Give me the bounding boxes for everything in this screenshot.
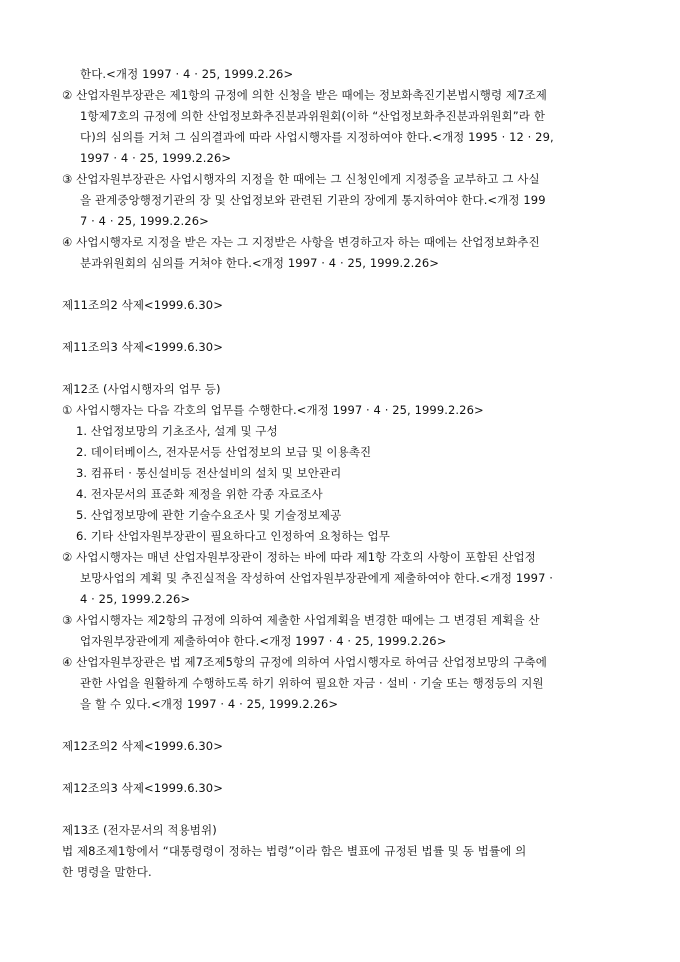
text-line: 제11조의2 삭제<1999.6.30> — [62, 298, 223, 312]
text-line: ③ 산업자원부장관은 사업시행자의 지정을 한 때에는 그 신청인에게 지정증을 교부하고 그 사실 — [62, 172, 540, 186]
text-line: 1. 산업정보망의 기초조사, 설계 및 구성 — [76, 424, 278, 438]
text-line: 6. 기타 산업자원부장관이 필요하다고 인정하여 요청하는 업무 — [76, 529, 390, 543]
text-line: 2. 데이터베이스, 전자문서등 산업정보의 보급 및 이용촉진 — [76, 445, 372, 459]
text-line: 한 명령을 말한다. — [62, 865, 152, 879]
text-line: ② 산업자원부장관은 제1항의 규정에 의한 신청을 받은 때에는 정보화촉진기본법시행령 제7조제 — [62, 88, 547, 102]
text-line: 제12조의3 삭제<1999.6.30> — [62, 781, 223, 795]
text-line: 4. 전자문서의 표준화 제정을 위한 각종 자료조사 — [76, 487, 323, 501]
text-line: 다)의 심의를 거쳐 그 심의결과에 따라 사업시행자를 지정하여야 한다.<개정 1995 · 12 · 29, — [80, 130, 554, 144]
text-line: ① 사업시행자는 다음 각호의 업무를 수행한다.<개정 1997 · 4 · 25, 1999.2.26> — [62, 403, 484, 417]
text-line: 제11조의3 삭제<1999.6.30> — [62, 340, 223, 354]
text-line: ④ 사업시행자로 지정을 받은 자는 그 지정받은 사항을 변경하고자 하는 때에는 산업정보화추진 — [62, 235, 540, 249]
text-line: 제12조 (사업시행자의 업무 등) — [62, 382, 221, 396]
text-line: 관한 사업을 원활하게 수행하도록 하기 위하여 필요한 자금 · 설비 · 기술 또는 행정등의 지원 — [80, 676, 544, 690]
text-line: 4 · 25, 1999.2.26> — [80, 592, 191, 606]
text-line: 을 관계중앙행정기관의 장 및 산업정보와 관련된 기관의 장에게 통지하여야 한다.<개정 199 — [80, 193, 546, 207]
text-line: 업자원부장관에게 제출하여야 한다.<개정 1997 · 4 · 25, 1999.2.26> — [80, 634, 447, 648]
text-line: 제12조의2 삭제<1999.6.30> — [62, 739, 223, 753]
text-line: 3. 컴퓨터 · 통신설비등 전산설비의 설치 및 보안관리 — [76, 466, 342, 480]
text-line: 1997 · 4 · 25, 1999.2.26> — [80, 151, 232, 165]
text-line: 5. 산업정보망에 관한 기술수요조사 및 기술정보제공 — [76, 508, 342, 522]
text-line: 분과위원회의 심의를 거쳐야 한다.<개정 1997 · 4 · 25, 1999.2.26> — [80, 256, 439, 270]
text-line: 1항제7호의 규정에 의한 산업정보화추진분과위원회(이하 “산업정보화추진분과위원회”라 한 — [80, 109, 546, 123]
text-line: 한다.<개정 1997 · 4 · 25, 1999.2.26> — [80, 67, 294, 81]
text-line: 보망사업의 계획 및 추진실적을 작성하여 산업자원부장관에게 제출하여야 한다.<개정 1997 · — [80, 571, 554, 585]
text-line: 7 · 4 · 25, 1999.2.26> — [80, 214, 209, 228]
text-line: 제13조 (전자문서의 적용범위) — [62, 823, 217, 837]
text-line: 을 할 수 있다.<개정 1997 · 4 · 25, 1999.2.26> — [80, 697, 339, 711]
text-line: ② 사업시행자는 매년 산업자원부장관이 정하는 바에 따라 제1항 각호의 사항이 포함된 산업정 — [62, 550, 536, 564]
text-line: ④ 산업자원부장관은 법 제7조제5항의 규정에 의하여 사업시행자로 하여금 산업정보망의 구축에 — [62, 655, 547, 669]
text-line: ③ 사업시행자는 제2항의 규정에 의하여 제출한 사업계획을 변경한 때에는 그 변경된 계획을 산 — [62, 613, 540, 627]
text-line: 법 제8조제1항에서 “대통령령이 정하는 법령”이라 함은 별표에 규정된 법률 및 동 법률에 의 — [62, 844, 527, 858]
